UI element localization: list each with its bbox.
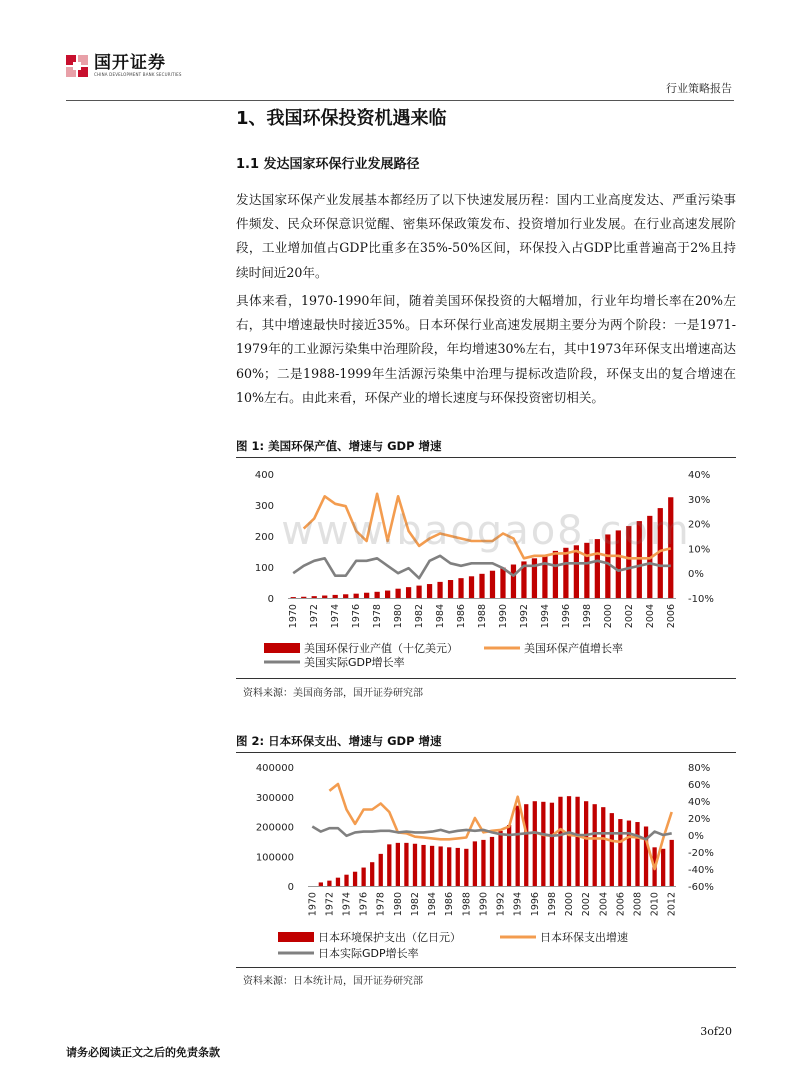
jp-bar	[635, 822, 639, 886]
us-x-tick-label: 2004	[644, 604, 656, 629]
jp-bar	[379, 854, 383, 886]
jp-x-tick-label: 2012	[666, 892, 678, 917]
jp-bar	[473, 841, 477, 886]
jp-bar	[490, 837, 494, 886]
us-y-tick-label: 0	[267, 594, 274, 605]
us-x-tick-label: 1992	[518, 604, 530, 629]
jp-x-tick-label: 1980	[392, 892, 404, 917]
jp-x-tick-label: 1992	[495, 892, 507, 917]
jp-y2-tick-label: 20%	[688, 814, 711, 825]
jp-x-tick-label: 1974	[341, 892, 353, 917]
jp-x-tick-label: 1970	[307, 892, 319, 917]
us-y2-tick-label: 0%	[688, 569, 704, 581]
jp-bar	[670, 840, 674, 886]
us-bar	[375, 592, 380, 598]
section-subtitle: 1.1 发达国家环保行业发展路径	[236, 157, 420, 172]
jp-x-tick-label: 1996	[529, 892, 541, 917]
us-bar	[416, 586, 421, 598]
company-name-cn: 国开证券	[94, 53, 166, 73]
figure-1-top-rule	[236, 457, 736, 458]
body-paragraph-2: 具体来看，1970-1990年间，随着美国环保投资的大幅增加，行业年均增长率在20%左右，其中增速最快时接近35%。日本环保行业高速发展期主要分为两个阶段：一是1971-1979年的工业源污染集中治理阶段，年均增速30%左右，其中1973年环保支出增速高达60%；二是1988-1999年生活源污染集中治理与提标改造阶段，环保支出的复合增速在10%左右。由此来看，环保产业的增长速度与环保投资密切相关。	[236, 293, 736, 405]
jp-bar	[447, 847, 451, 886]
us-bar	[500, 568, 505, 598]
us-x-tick-label: 2002	[623, 604, 635, 629]
jp-bar	[627, 821, 631, 886]
us-y2-tick-label: 30%	[688, 494, 711, 506]
us-chart	[236, 460, 736, 678]
jp-y2-tick-label: 0%	[688, 831, 704, 842]
jp-bar	[567, 796, 571, 886]
us-x-tick-label: 1976	[351, 604, 363, 629]
jp-bar	[644, 827, 648, 887]
jp-bar	[464, 849, 468, 886]
jp-x-tick-label: 2010	[649, 892, 661, 917]
jp-y2-tick-label: 80%	[688, 763, 711, 774]
us-y-tick-label: 300	[254, 501, 274, 512]
jp-bar	[661, 849, 665, 886]
jp-bar	[610, 813, 614, 886]
jp-y-tick-label: 100000	[255, 852, 294, 864]
us-bar	[385, 591, 390, 598]
jp-y-tick-label: 0	[287, 882, 294, 893]
jp-bar	[319, 882, 323, 886]
us-x-tick-label: 1988	[477, 604, 488, 629]
jp-y2-tick-label: -60%	[688, 882, 714, 893]
company-name-en: CHINA DEVELOPMENT BANK SECURITIES	[94, 72, 182, 77]
jp-x-tick-label: 1976	[358, 892, 370, 917]
jp-bar	[430, 846, 434, 886]
jp-bar	[361, 868, 365, 886]
figure-2-source: 资料来源：日本统计局，国开证券研究部	[243, 976, 423, 987]
us-bar	[301, 597, 306, 598]
jp-x-tick-label: 2000	[564, 892, 576, 917]
jp-legend-label-growth: 日本环保支出增速	[540, 931, 628, 944]
jp-bar	[344, 875, 348, 886]
jp-bar	[439, 846, 443, 886]
jp-x-tick-label: 1982	[409, 892, 421, 917]
company-logo	[66, 54, 182, 78]
us-bar	[458, 578, 463, 598]
figure-1-source: 资料来源：美国商务部，国开证券研究部	[243, 688, 423, 699]
us-x-tick-label: 2006	[665, 604, 677, 629]
jp-bar	[387, 844, 391, 886]
us-bar	[343, 594, 348, 598]
jp-bar	[601, 807, 605, 886]
jp-x-tick-label: 2006	[615, 892, 627, 917]
us-x-tick-label: 2000	[602, 604, 614, 629]
us-x-tick-label: 1994	[539, 604, 551, 629]
us-bar	[364, 593, 369, 598]
jp-x-tick-label: 1988	[461, 892, 473, 917]
jp-x-tick-label: 1984	[427, 892, 439, 917]
jp-bar	[541, 802, 545, 886]
us-x-tick-label: 1970	[288, 604, 300, 629]
us-bar	[427, 584, 432, 598]
jp-y2-tick-label: -20%	[688, 848, 714, 859]
report-type: 行业策略报告	[666, 82, 732, 95]
jp-legend-label-gdp: 日本实际GDP增长率	[318, 947, 419, 960]
us-x-tick-label: 1984	[435, 604, 447, 629]
us-bar	[437, 582, 442, 598]
us-x-tick-label: 1978	[372, 604, 384, 629]
us-legend-label-bars: 美国环保行业产值（十亿美元）	[304, 642, 458, 655]
jp-bar	[593, 804, 597, 886]
jp-bar	[370, 862, 374, 886]
jp-x-tick-label: 1998	[546, 892, 558, 917]
us-y2-tick-label: -10%	[688, 594, 714, 605]
figure-2-bottom-rule	[236, 967, 736, 968]
us-x-tick-label: 1980	[393, 604, 405, 629]
us-y2-tick-label: 10%	[688, 544, 711, 556]
jp-y2-tick-label: 40%	[688, 797, 711, 808]
jp-bar	[327, 881, 331, 886]
jp-x-tick-label: 1994	[512, 892, 524, 917]
jp-bar	[498, 831, 502, 886]
page-number: 3of20	[700, 1025, 732, 1038]
us-x-tick-label: 1986	[456, 604, 468, 629]
section-title: 1、我国环保投资机遇来临	[236, 108, 447, 129]
us-legend-swatch-bars	[264, 643, 300, 653]
figure-1-title: 图 1: 美国环保产值、增速与 GDP 增速	[236, 439, 442, 453]
us-bar	[511, 565, 516, 598]
jp-legend-swatch-bars	[278, 932, 314, 942]
jp-bar	[618, 819, 622, 886]
us-legend-label-gdp: 美国实际GDP增长率	[304, 656, 405, 669]
us-bar	[322, 596, 327, 598]
us-y-tick-label: 400	[254, 470, 274, 481]
japan-chart	[236, 755, 736, 967]
us-bar	[448, 580, 453, 598]
us-x-tick-label: 1998	[581, 604, 593, 629]
us-y-tick-label: 100	[254, 563, 274, 574]
us-y-tick-label: 200	[254, 532, 274, 543]
jp-y2-tick-label: -40%	[688, 865, 714, 876]
jp-bar	[421, 845, 425, 886]
watermark: www.baogao8.com	[281, 508, 691, 554]
jp-bar	[413, 844, 417, 886]
us-bar	[563, 548, 568, 598]
us-bar	[479, 574, 484, 598]
us-x-tick-label: 1990	[497, 604, 509, 629]
us-bar	[312, 596, 317, 598]
us-x-tick-label: 1972	[309, 604, 321, 629]
us-bar	[354, 594, 359, 598]
jp-x-tick-label: 2008	[632, 892, 644, 917]
jp-x-tick-label: 2002	[581, 892, 593, 917]
jp-bar	[396, 843, 400, 886]
figure-2-title: 图 2: 日本环保支出、增速与 GDP 增速	[236, 734, 442, 748]
jp-y-tick-label: 400000	[255, 763, 294, 774]
us-x-tick-label: 1996	[560, 604, 572, 629]
us-x-tick-label: 1974	[330, 604, 342, 629]
us-bar	[406, 587, 411, 598]
figure-1-bottom-rule	[236, 678, 736, 679]
jp-bar	[404, 843, 408, 886]
us-bar	[469, 576, 474, 598]
us-bar	[333, 595, 338, 598]
us-bar	[395, 589, 400, 598]
us-y2-tick-label: 40%	[688, 470, 711, 481]
header-divider	[66, 100, 734, 101]
jp-x-tick-label: 1986	[444, 892, 456, 917]
jp-y2-tick-label: 60%	[688, 780, 711, 791]
jp-bar	[456, 848, 460, 886]
disclaimer-note: 请务必阅读正文之后的免责条款	[66, 1046, 220, 1059]
us-bar	[291, 597, 296, 598]
jp-x-tick-label: 1972	[324, 892, 336, 917]
us-bar	[542, 555, 547, 598]
us-bar	[553, 551, 558, 598]
jp-bar	[336, 878, 340, 886]
jp-legend-label-bars: 日本环境保护支出（亿日元）	[318, 931, 461, 944]
jp-bar	[558, 797, 562, 886]
jp-bar	[575, 797, 579, 886]
jp-y-tick-label: 300000	[255, 792, 294, 804]
us-legend-label-growth: 美国环保产值增长率	[524, 642, 623, 655]
jp-bar	[516, 806, 520, 886]
us-y2-tick-label: 20%	[688, 519, 711, 531]
us-bar	[490, 571, 495, 598]
jp-bar	[584, 801, 588, 886]
jp-bar	[550, 803, 554, 886]
jp-bar	[353, 872, 357, 886]
body-paragraph-1: 发达国家环保产业发展基本都经历了以下快速发展历程：国内工业高度发达、严重污染事件频发、民众环保意识觉醒、密集环保政策发布、投资增加行业发展。在行业高速发展阶段，工业增加值占GDP比重多在35%-50%区间，环保投入占GDP比重普遍高于2%且持续时间近20年。	[236, 192, 736, 280]
jp-bar	[524, 804, 528, 886]
figure-2-top-rule	[236, 752, 736, 753]
jp-y-tick-label: 200000	[255, 822, 294, 834]
jp-x-tick-label: 1990	[478, 892, 490, 917]
jp-bar	[533, 801, 537, 886]
jp-x-tick-label: 2004	[598, 892, 610, 917]
jp-bar	[481, 840, 485, 886]
us-x-tick-label: 1982	[414, 604, 426, 629]
logo-mark-icon	[66, 55, 88, 77]
jp-x-tick-label: 1978	[375, 892, 387, 917]
